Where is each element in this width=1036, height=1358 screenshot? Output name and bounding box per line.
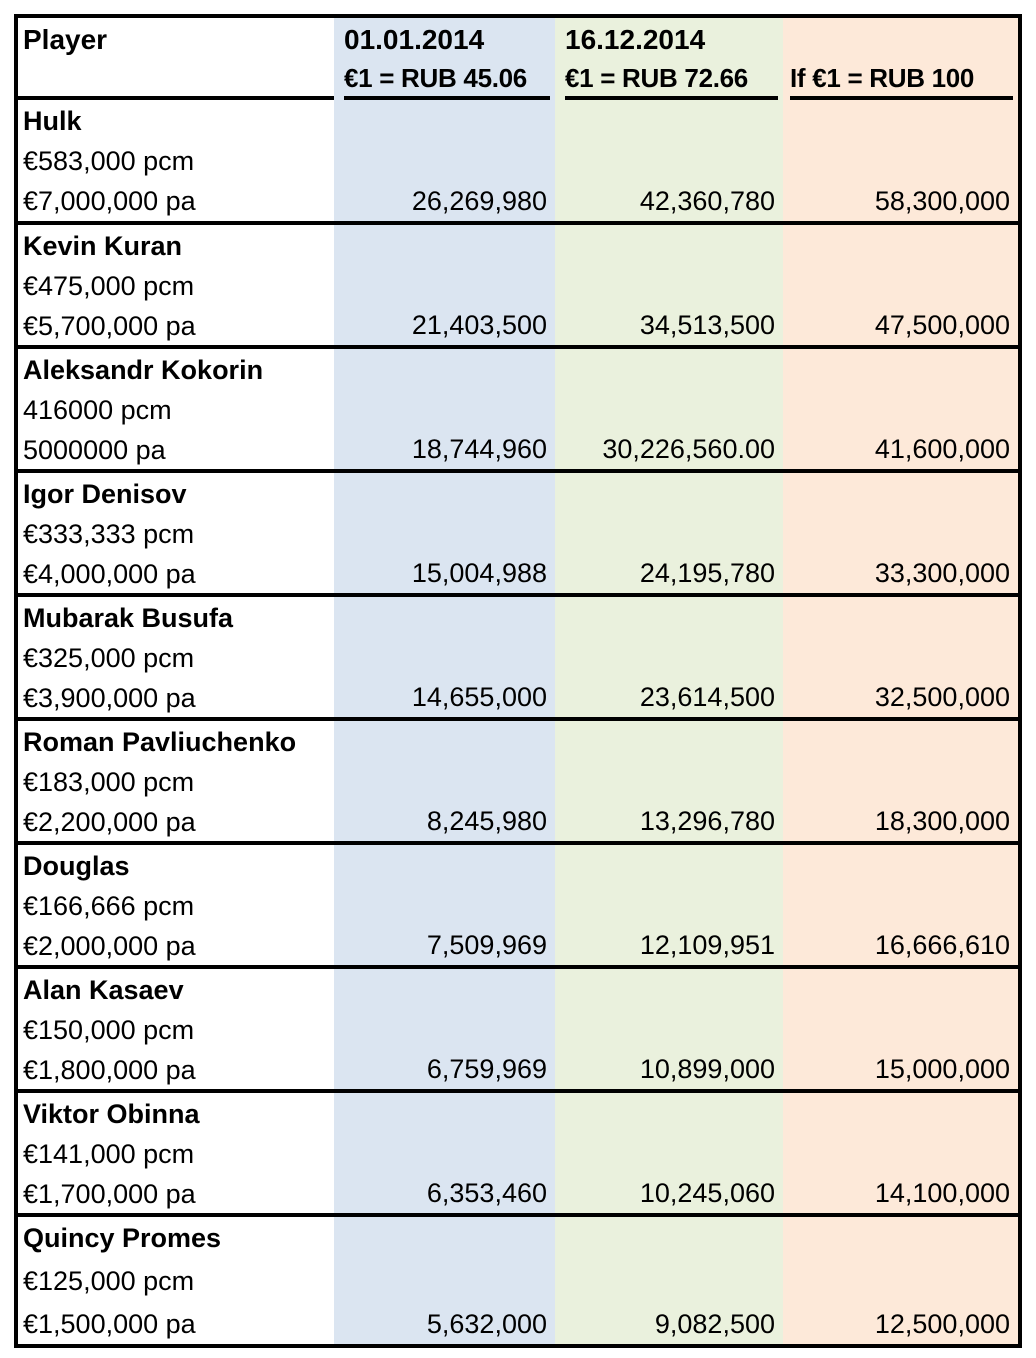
player-monthly-salary: €125,000 pcm	[23, 1266, 195, 1296]
header-player-label: Player	[18, 18, 334, 100]
player-name: Mubarak Busufa	[23, 603, 234, 633]
player-cell	[18, 721, 334, 841]
rub-value-jan2014: 6,353,460	[334, 1093, 555, 1213]
player-annual-salary: €2,200,000 pa	[23, 807, 196, 837]
rub-value-jan2014: 15,004,988	[334, 473, 555, 593]
rub-value-jan2014: 8,245,980	[334, 721, 555, 841]
table-row	[18, 965, 1018, 1089]
rub-value-jan2014: 18,744,960	[334, 349, 555, 469]
rub-value-dec2014: 10,899,000	[555, 969, 783, 1089]
table-row	[18, 100, 1018, 221]
player-name: Igor Denisov	[23, 479, 187, 509]
player-annual-salary: €2,000,000 pa	[23, 931, 196, 961]
player-name: Quincy Promes	[23, 1223, 222, 1253]
salary-table	[14, 14, 1022, 1348]
header-date-jan2014: 01.01.2014	[344, 24, 485, 55]
player-monthly-salary: €166,666 pcm	[23, 891, 195, 921]
rub-value-rub100: 18,300,000	[783, 721, 1018, 841]
player-cell	[18, 349, 334, 469]
rub-value-jan2014: 26,269,980	[334, 100, 555, 221]
rub-value-rub100: 58,300,000	[783, 100, 1018, 221]
player-monthly-salary: €150,000 pcm	[23, 1015, 195, 1045]
rub-value-rub100: 47,500,000	[783, 225, 1018, 345]
table-row	[18, 593, 1018, 717]
player-name: Roman Pavliuchenko	[23, 727, 297, 757]
header-col-dec2014	[555, 18, 783, 100]
player-annual-salary: €5,700,000 pa	[23, 311, 196, 341]
player-name: Aleksandr Kokorin	[23, 355, 264, 385]
player-monthly-salary: €475,000 pcm	[23, 271, 195, 301]
rub-value-jan2014: 5,632,000	[334, 1217, 555, 1344]
header-date-dec2014: 16.12.2014	[565, 24, 706, 55]
header-col-jan2014	[334, 18, 555, 100]
player-cell	[18, 473, 334, 593]
table-row	[18, 717, 1018, 841]
rub-value-rub100: 41,600,000	[783, 349, 1018, 469]
player-name: Alan Kasaev	[23, 975, 184, 1005]
player-annual-salary: €1,800,000 pa	[23, 1055, 196, 1085]
player-monthly-salary: €325,000 pcm	[23, 643, 195, 673]
rub-value-dec2014: 13,296,780	[555, 721, 783, 841]
rub-value-jan2014: 14,655,000	[334, 597, 555, 717]
rub-value-jan2014: 7,509,969	[334, 845, 555, 965]
rub-value-jan2014: 6,759,969	[334, 969, 555, 1089]
rub-value-rub100: 33,300,000	[783, 473, 1018, 593]
rub-value-dec2014: 34,513,500	[555, 225, 783, 345]
rub-value-jan2014: 21,403,500	[334, 225, 555, 345]
rub-value-rub100: 32,500,000	[783, 597, 1018, 717]
player-monthly-salary: €333,333 pcm	[23, 519, 195, 549]
header-col-rub100	[783, 18, 1018, 100]
player-annual-salary: €7,000,000 pa	[23, 186, 196, 216]
player-name: Kevin Kuran	[23, 231, 183, 261]
player-annual-salary: 5000000 pa	[23, 435, 166, 465]
player-name: Douglas	[23, 851, 130, 881]
player-annual-salary: €4,000,000 pa	[23, 559, 196, 589]
rub-value-dec2014: 10,245,060	[555, 1093, 783, 1213]
table-row	[18, 841, 1018, 965]
player-annual-salary: €3,900,000 pa	[23, 683, 196, 713]
rub-value-dec2014: 12,109,951	[555, 845, 783, 965]
player-cell	[18, 845, 334, 965]
rub-value-rub100: 14,100,000	[783, 1093, 1018, 1213]
player-name: Viktor Obinna	[23, 1099, 200, 1129]
player-cell	[18, 1217, 334, 1344]
rub-value-dec2014: 9,082,500	[555, 1217, 783, 1344]
header-rate-jan2014: €1 = RUB 45.06	[344, 60, 550, 100]
rub-value-rub100: 12,500,000	[783, 1217, 1018, 1344]
player-cell	[18, 969, 334, 1089]
player-monthly-salary: €583,000 pcm	[23, 146, 195, 176]
player-name: Hulk	[23, 106, 82, 136]
player-monthly-salary: €183,000 pcm	[23, 767, 195, 797]
header-rate-rub100: If €1 = RUB 100	[790, 60, 1013, 100]
rub-value-dec2014: 23,614,500	[555, 597, 783, 717]
header-row	[18, 18, 1018, 100]
rub-value-dec2014: 42,360,780	[555, 100, 783, 221]
table-row	[18, 1213, 1018, 1344]
player-annual-salary: €1,700,000 pa	[23, 1179, 196, 1209]
player-monthly-salary: 416000 pcm	[23, 395, 172, 425]
player-cell	[18, 1093, 334, 1213]
player-monthly-salary: €141,000 pcm	[23, 1139, 195, 1169]
player-annual-salary: €1,500,000 pa	[23, 1309, 196, 1339]
table-row	[18, 469, 1018, 593]
rub-value-dec2014: 30,226,560.00	[555, 349, 783, 469]
rub-value-rub100: 16,666,610	[783, 845, 1018, 965]
rub-value-dec2014: 24,195,780	[555, 473, 783, 593]
rub-value-rub100: 15,000,000	[783, 969, 1018, 1089]
table-row	[18, 221, 1018, 345]
player-cell	[18, 100, 334, 221]
player-cell	[18, 225, 334, 345]
table-row	[18, 345, 1018, 469]
table-row	[18, 1089, 1018, 1213]
player-cell	[18, 597, 334, 717]
header-rate-dec2014: €1 = RUB 72.66	[565, 60, 778, 100]
